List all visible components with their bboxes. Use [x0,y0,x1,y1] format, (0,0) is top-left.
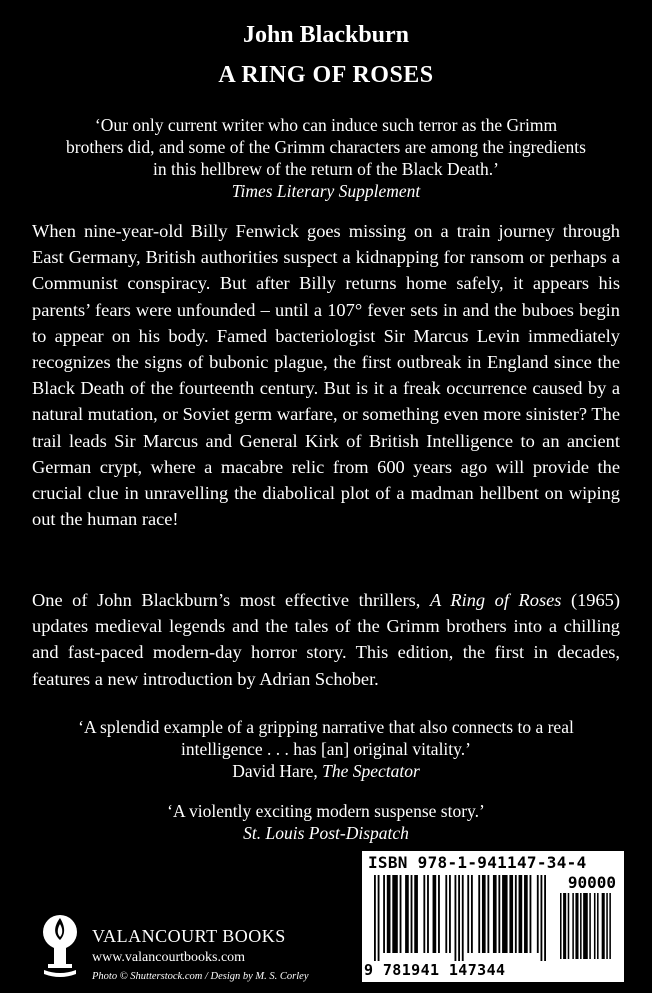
barcode-bar [560,893,562,959]
barcode-bar [462,875,464,961]
barcode-bar [583,893,588,959]
barcode-bar [414,875,418,953]
barcode-bar [411,875,413,953]
isbn-number: ISBN 978-1-941147-34-4 [368,853,587,872]
barcode-bar [482,875,486,953]
barcode-bar [493,875,497,953]
barcode-bar [580,893,582,959]
publisher-name: VALANCOURT BOOKS [92,926,286,946]
barcode-bar [445,875,447,953]
quote-line: in this hellbrew of the return of the Black Death.’ [152,159,499,179]
barcode-bar [378,875,380,961]
barcode-bar [405,875,409,953]
cover-credits: Photo © Shutterstock.com / Design by M. S. Corley [92,971,309,982]
barcode-bar [433,875,437,953]
book-title: A RING OF ROSES [218,62,434,88]
barcode-bar [374,875,376,961]
publisher-url: www.valancourtbooks.com [92,950,246,965]
barcode [362,851,624,982]
post-dispatch-quote [40,800,612,844]
edition-description [32,587,620,692]
barcode-bar [568,893,570,959]
barcode-bar [392,875,397,953]
plot-description: When nine-year-old Billy Fenwick goes missing on a train journey through East Germany, British authorities suspect a kidnapping for ransom or perhaps a Communist conspiracy. But after Billy returns home safely, it appears his parents’ fears were unfounded – until a 107° fever sets in and the buboes begin to appear on his body. Famed bacteriologist Sir Marcus Levin immediately recognizes the signs of bubonic plague, the first outbreak in England since the Black Death of the fourteenth century. But is it a freak occurrence caused by a natural mutation, or Soviet germ warfare, or something even more sinister? The trail leads Sir Marcus and General Kirk of British Intelligence to an ancient German crypt, where a macabre relic from 600 years ago will provide the crucial clue in unravelling the diabolical plot of a madman hellbent on wiping out the human race! [32,221,620,530]
barcode-bar [597,893,599,959]
barcode-bar [541,875,543,961]
barcode-bar [387,875,391,953]
barcode-bar [498,875,500,953]
edition-book-title: A Ring of Roses [429,590,562,610]
edition-text-end: (1965) updates medieval legends and the tales of the Grimm brothers into a chilling and fast-paced modern-day horror story. This edition, the first in decades, features a new introduction by Adrian Schober. [32,590,620,689]
barcode-bar [509,875,513,953]
barcode-bar [609,893,611,959]
edition-text-start: One of John Blackburn’s most effective thrillers, [32,590,430,610]
barcode-bar [455,875,457,961]
quote-source: St. Louis Post-Dispatch [243,823,409,843]
barcode-bar [423,875,425,953]
barcode-bar [524,875,528,953]
quote-source: Times Literary Supplement [231,181,421,201]
quote-source-publication: The Spectator [322,761,420,781]
barcode-bar [594,893,596,959]
barcode-bar [383,875,385,953]
quote-source-name: David Hare, [232,761,323,781]
barcode-bar [400,875,402,953]
barcode-bar [487,875,489,953]
barcode-bar [502,875,507,953]
hare-review-quote [40,716,612,782]
barcode-bar [519,875,523,953]
publisher-block [40,910,350,986]
author-name: John Blackburn [242,22,410,48]
price-code: 90000 [567,873,616,892]
quote-source [40,760,612,782]
quote-line: ‘A splendid example of a gripping narrative that also connects to a real [78,717,574,737]
barcode-bar [449,875,451,953]
quote-line: ‘Our only current writer who can induce such terror as the Grimm [94,115,558,135]
barcode-bar [589,893,591,959]
addon-barcode-bars [560,893,616,961]
candle-logo-icon [40,910,80,982]
quote-line: brothers did, and some of the Grimm characters are among the ingredients [66,137,586,157]
barcode-bar [575,893,578,959]
quote-line: ‘A violently exciting modern suspense story.’ [167,801,485,821]
barcode-bar [530,875,532,953]
ean-barcode-bars [374,875,550,961]
barcode-bar [515,875,517,953]
barcode-bar [427,875,429,953]
barcode-bar [471,875,473,953]
barcode-bar [438,875,440,953]
barcode-bar [606,893,608,959]
quote-line: intelligence . . . has [an] original vitality.’ [181,739,471,759]
barcode-bar [602,893,605,959]
barcode-bar [458,875,460,961]
ean-number: 9 781941 147344 [364,961,506,979]
barcode-bar [572,893,574,959]
barcode-bar [563,893,566,959]
barcode-bar [467,875,469,953]
barcode-bar [537,875,539,953]
barcode-bar [544,875,546,961]
times-review-quote [40,114,612,202]
barcode-bar [478,875,480,953]
